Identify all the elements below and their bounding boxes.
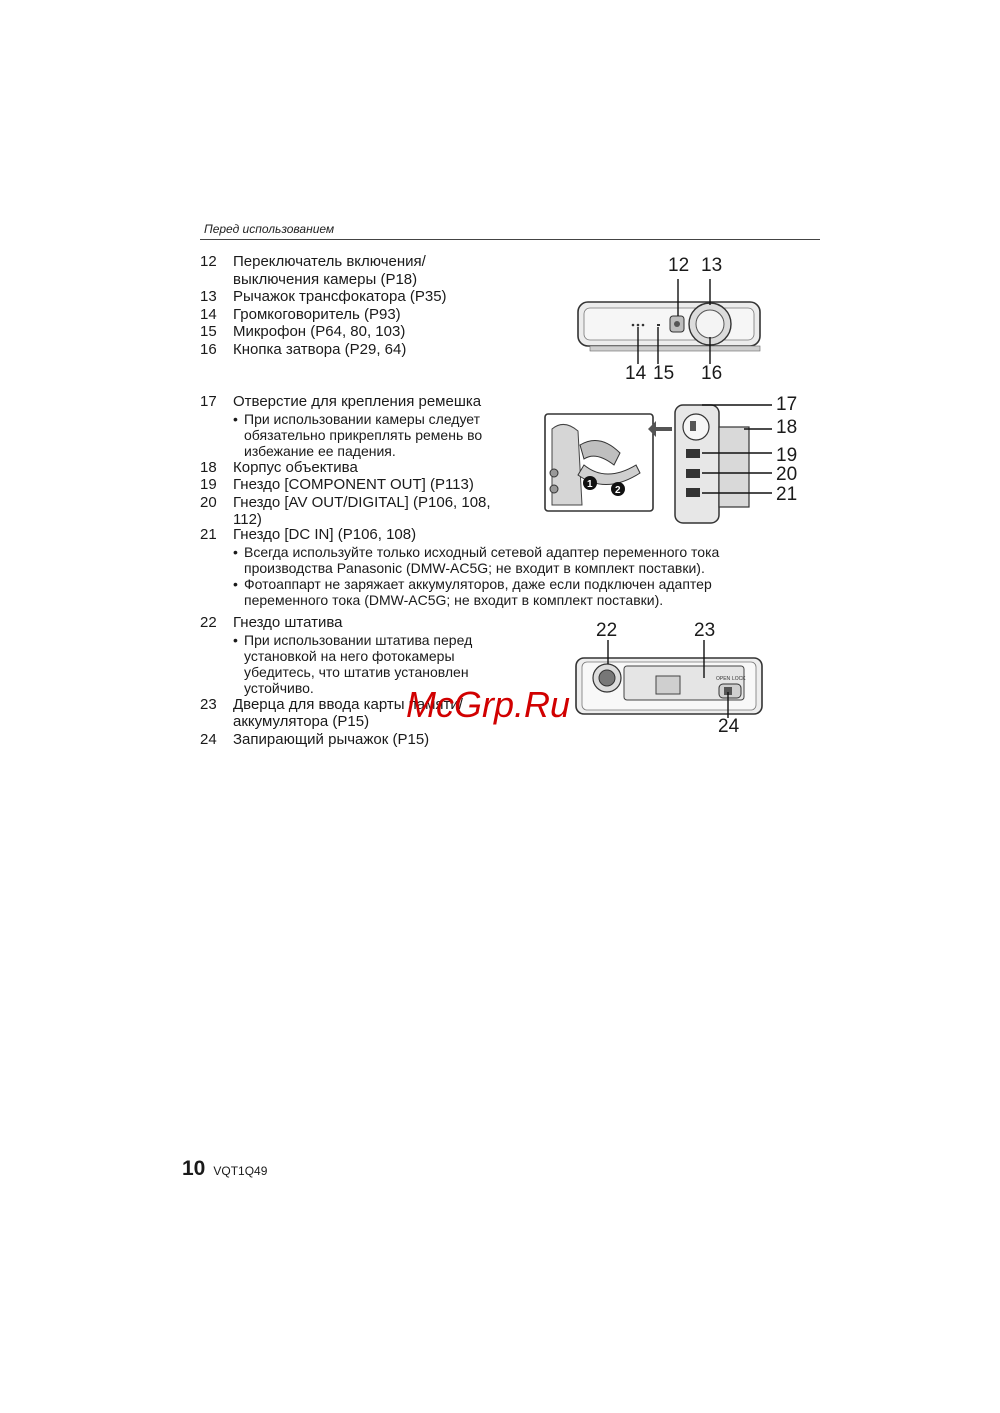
list-item: [200, 526, 760, 544]
camera-bottom-view-figure: [574, 620, 768, 744]
bullet-icon: •: [233, 631, 238, 648]
callout-label: 18: [776, 417, 798, 438]
page-footer: [182, 1157, 267, 1181]
parts-list-item21: [200, 526, 760, 608]
callout-label: 15: [653, 363, 675, 384]
note-text: При использовании штатива перед установкой на него фотокамеры убедитесь, что штатив установлен устойчиво.: [244, 631, 473, 696]
list-item: [200, 494, 505, 529]
list-item: [200, 614, 500, 632]
callout-label: 23: [694, 620, 716, 641]
parts-list-middle: [200, 393, 505, 529]
item-text: Дверца для ввода карты памяти/ аккумулятора (P15): [233, 695, 463, 730]
callout-label: 16: [701, 363, 723, 384]
callout-label: 12: [668, 255, 690, 276]
item-number: 20: [200, 493, 217, 511]
watermark-text: McGrp.Ru: [406, 684, 571, 725]
item-number: 18: [200, 458, 217, 476]
callout-label: 21: [776, 484, 798, 505]
item-number: 15: [200, 323, 217, 340]
svg-text:2: 2: [615, 485, 621, 496]
item-text: Гнездо [COMPONENT OUT] (P113): [233, 476, 474, 493]
item-text: Переключатель включения/ выключения камеры (P18): [233, 253, 426, 288]
callout-label: 19: [776, 445, 798, 466]
callout-label: 14: [625, 363, 647, 384]
page-number: 10: [182, 1157, 206, 1180]
item-text: Рычажок трансфокатора (P35): [233, 288, 447, 305]
item-number: 17: [200, 393, 217, 410]
switch-open-text: OPEN: [716, 676, 731, 682]
list-item: [200, 731, 500, 749]
list-item: [200, 306, 460, 324]
item-number: 21: [200, 526, 217, 543]
callout-label: 13: [701, 255, 723, 276]
camera-side-view-figure: [544, 393, 804, 528]
camera-top-view-figure: [570, 252, 770, 387]
item-text: Кнопка затвора (P29, 64): [233, 340, 407, 358]
bullet-icon: •: [233, 410, 238, 427]
item-text: Отверстие для крепления ремешка: [233, 393, 482, 410]
bullet-icon: •: [233, 543, 238, 560]
item-text: Громкоговоритель (P93): [233, 305, 401, 323]
list-item: [200, 476, 505, 494]
callout-label: 17: [776, 394, 798, 415]
svg-text:1: 1: [587, 479, 593, 490]
item-number: 12: [200, 253, 217, 270]
note-text: Фотоаппарт не заряжает аккумуляторов, даже если подключен адаптер переменного тока (DMW-AC5G; не входит в комплект поставки).: [244, 575, 712, 608]
item-number: 22: [200, 614, 217, 631]
callout-label: 20: [776, 464, 798, 485]
note: [233, 576, 760, 608]
list-item: [200, 288, 460, 306]
list-item: [200, 341, 460, 359]
note: [233, 544, 760, 576]
item-text: Гнездо штатива: [233, 614, 343, 631]
item-number: 14: [200, 305, 217, 323]
callout-label: 22: [596, 620, 618, 641]
item-text: Гнездо [DC IN] (P106, 108): [233, 526, 417, 543]
list-item: [200, 393, 505, 411]
list-item: [200, 323, 460, 341]
note: [233, 411, 505, 459]
item-text: Запирающий рычажок (P15): [233, 730, 430, 748]
item-number: 13: [200, 288, 217, 305]
list-item: [200, 253, 460, 288]
item-number: 23: [200, 695, 217, 713]
note-text: Всегда используйте только исходный сетевой адаптер переменного тока производства Panasonic (DMW-AC5G; не входит в комплект поставки).: [244, 543, 720, 576]
item-text: Гнездо [AV OUT/DIGITAL] (P106, 108, 112): [233, 493, 491, 528]
document-code: VQT1Q49: [213, 1164, 268, 1178]
item-text: Корпус объектива: [233, 458, 358, 476]
parts-list-bottom: [200, 614, 500, 748]
callout-label: 24: [718, 716, 740, 737]
bullet-icon: •: [233, 575, 238, 592]
note-text: При использовании камеры следует обязательно прикреплять ремень во избежание ее падения.: [244, 410, 483, 459]
item-number: 24: [200, 730, 217, 748]
item-text: Микрофон (P64, 80, 103): [233, 323, 406, 340]
item-number: 16: [200, 340, 217, 358]
parts-list-top: [200, 253, 460, 358]
switch-lock-text: LOCK: [732, 676, 746, 682]
section-title: Перед использованием: [204, 222, 335, 236]
header-rule: [200, 239, 820, 240]
camera-side-view-drawing: [544, 393, 804, 528]
item-number: 19: [200, 476, 217, 493]
list-item: [200, 459, 505, 477]
